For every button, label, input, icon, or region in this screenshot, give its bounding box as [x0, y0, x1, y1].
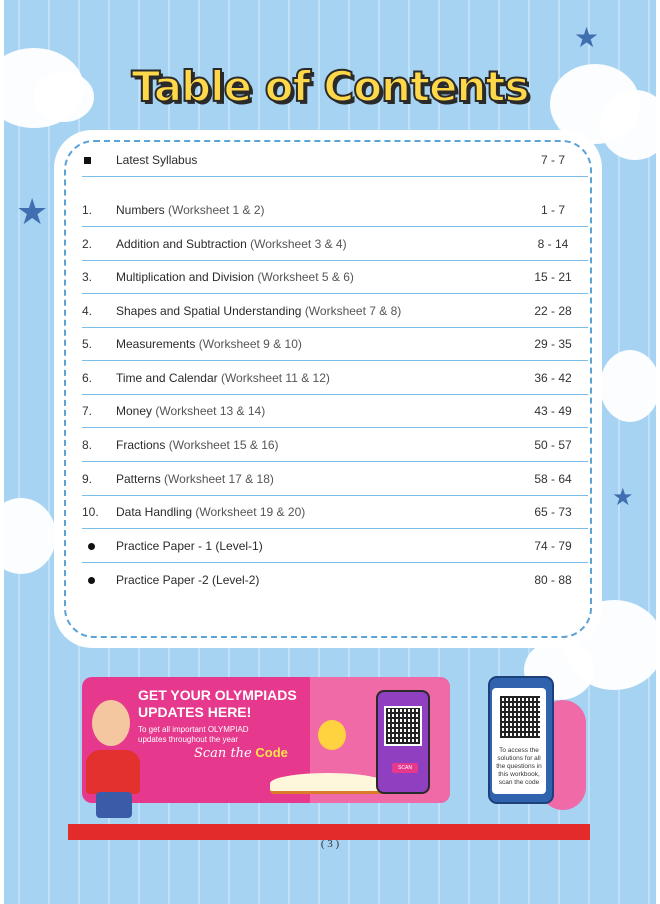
toc-chapter-name: Time and Calendar — [116, 370, 218, 385]
toc-worksheet-ref: (Worksheet 7 & 8) — [304, 303, 402, 318]
toc-row-title — [116, 539, 518, 553]
toc-row-title — [116, 438, 518, 452]
toc-row — [82, 193, 588, 227]
toc-worksheet-ref: (Worksheet 11 & 12) — [220, 370, 330, 385]
girl-legs — [96, 792, 132, 818]
toc-page-range: 29 - 35 — [534, 336, 572, 351]
toc-page-range: 7 - 7 — [540, 152, 565, 167]
toc-page-range: 50 - 57 — [534, 437, 572, 452]
toc-row-title — [116, 203, 518, 217]
solutions-note: To access the solutions for all the questions in this workbook, scan the code — [496, 747, 542, 786]
toc-chapter-name: Numbers — [116, 202, 165, 217]
toc-page-range: 22 - 28 — [534, 303, 572, 318]
toc-row — [82, 361, 588, 395]
toc-row-title — [116, 404, 518, 418]
toc-row — [82, 428, 588, 462]
toc-worksheet-ref: (Worksheet 17 & 18) — [164, 471, 274, 486]
star-icon: ★ — [612, 484, 634, 511]
toc-worksheet-ref: (Worksheet 13 & 14) — [155, 403, 266, 418]
toc-worksheet-ref: (Worksheet 5 & 6) — [257, 269, 354, 284]
round-bullet-icon — [88, 543, 95, 550]
toc-row — [82, 294, 588, 328]
toc-row — [82, 260, 588, 294]
toc-row-number: 5. — [82, 336, 93, 351]
toc-row-number: 8. — [82, 437, 93, 452]
toc-page-range: 58 - 64 — [534, 471, 572, 486]
girl-body — [86, 750, 140, 794]
toc-chapter-name: Multiplication and Division — [116, 269, 255, 284]
toc-row-title — [116, 472, 518, 486]
toc-chapter-name: Addition and Subtraction — [116, 236, 247, 251]
toc-chapter-name: Fractions — [116, 437, 166, 452]
girl-head — [92, 700, 130, 746]
toc-row-title — [116, 573, 518, 587]
toc-chapter-name: Practice Paper -2 (Level-2) — [116, 572, 260, 587]
toc-page-range: 8 - 14 — [537, 236, 569, 251]
square-bullet-icon — [84, 157, 91, 164]
toc-row-number: 1. — [82, 202, 93, 217]
toc-worksheet-ref: (Worksheet 15 & 16) — [168, 437, 279, 452]
banner-scan-text: Scan the Code — [194, 745, 288, 761]
toc-worksheet-ref: (Worksheet 9 & 10) — [198, 336, 302, 351]
toc-row — [82, 394, 588, 428]
toc-page-range: 74 - 79 — [534, 538, 572, 553]
toc-row-title — [116, 371, 518, 385]
cloud-left-low — [4, 498, 56, 574]
toc-page-range: 43 - 49 — [534, 403, 572, 418]
toc-row-number: 3. — [82, 269, 93, 284]
page-title: Table of Contents — [131, 62, 529, 111]
toc-row-number — [82, 153, 116, 167]
toc-row-number: 4. — [82, 303, 93, 318]
qr-code-solutions[interactable] — [498, 694, 542, 740]
toc-page-range: 36 - 42 — [534, 370, 572, 385]
light-bulb-icon — [318, 720, 346, 750]
toc-row — [82, 462, 588, 496]
toc-row-title — [116, 153, 518, 167]
toc-row-title — [116, 270, 518, 284]
toc-row — [82, 529, 588, 563]
qr-code-banner[interactable] — [384, 706, 422, 746]
star-icon: ★ — [574, 22, 600, 53]
open-book-icon — [270, 773, 386, 794]
toc-row-number — [82, 573, 116, 587]
toc-worksheet-ref: (Worksheet 1 & 2) — [168, 202, 265, 217]
toc-chapter-name: Practice Paper - 1 (Level-1) — [116, 538, 263, 553]
toc-page-range: 65 - 73 — [534, 504, 572, 519]
toc-worksheet-ref: (Worksheet 19 & 20) — [195, 504, 306, 519]
toc-row — [82, 495, 588, 529]
toc-chapter-name: Data Handling — [116, 504, 193, 519]
toc-row — [82, 227, 588, 261]
toc-row — [82, 563, 588, 596]
toc-chapter-name: Shapes and Spatial Understanding — [116, 303, 302, 318]
toc-worksheet-ref: (Worksheet 3 & 4) — [250, 236, 347, 251]
toc-chapter-name: Patterns — [116, 471, 161, 486]
toc-row — [82, 327, 588, 361]
star-icon: ★ — [16, 191, 49, 232]
toc-page-range: 80 - 88 — [534, 572, 572, 587]
toc-row-title — [116, 304, 518, 318]
toc-row-title — [116, 337, 518, 351]
toc-chapter-name: Latest Syllabus — [116, 152, 198, 167]
banner-title: GET YOUR OLYMPIADS UPDATES HERE! — [138, 687, 297, 720]
toc-page-range: 15 - 21 — [534, 269, 572, 284]
banner-subtitle: To get all important OLYMPIAD updates throughout the year — [138, 725, 249, 744]
toc-row-number: 7. — [82, 403, 93, 418]
toc-row-number — [82, 539, 116, 553]
toc-row-number: 10. — [82, 504, 99, 519]
toc-row — [82, 143, 588, 177]
toc-page-range: 1 - 7 — [540, 202, 565, 217]
toc-row-number: 2. — [82, 236, 93, 251]
toc-row-number: 6. — [82, 370, 93, 385]
scan-button: SCAN — [392, 763, 418, 773]
toc-chapter-name: Measurements — [116, 336, 196, 351]
page-number: ( 3 ) — [320, 838, 340, 850]
toc-row-title — [116, 505, 518, 519]
toc-chapter-name: Money — [116, 403, 153, 418]
toc-row-number: 9. — [82, 471, 93, 486]
round-bullet-icon — [88, 577, 95, 584]
toc-row-title — [116, 237, 518, 251]
cloud-right-mid — [600, 350, 656, 422]
